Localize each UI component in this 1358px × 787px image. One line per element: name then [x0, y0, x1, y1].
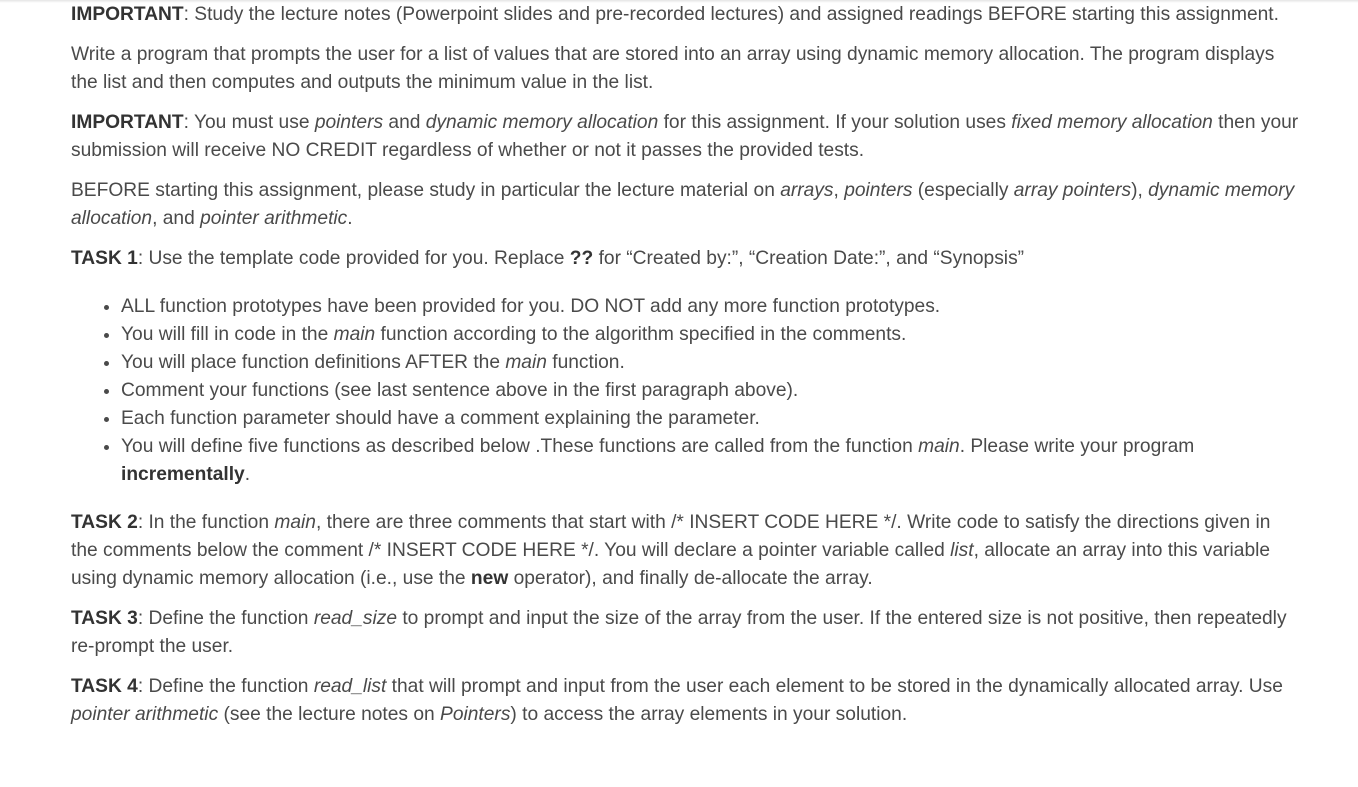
list-item: • You will define five functions as described below .These functions are called from the function main. Please write your program incrementally.: [121, 433, 1301, 489]
task-3-paragraph: TASK 3: Define the function read_size to prompt and input the size of the array from the user. If the entered size is not positive, then repeatedly re-prompt the user.: [71, 608, 1287, 657]
important-label: IMPORTANT: [71, 112, 184, 133]
important-label: IMPORTANT: [71, 4, 184, 25]
list-item: • You will fill in code in the main function according to the algorithm specified in the comments.: [121, 321, 1301, 349]
list-item: • Comment your functions (see last sentence above in the first paragraph above).: [121, 377, 1301, 405]
task-2-label: TASK 2: [71, 512, 138, 533]
program-description-paragraph: Write a program that prompts the user for a list of values that are stored into an array using dynamic memory allocation. The program displays the list and then computes and outputs the minimum value in the list.: [71, 44, 1275, 93]
task-1-label: TASK 1: [71, 248, 138, 269]
list-item: • You will place function definitions AFTER the main function.: [121, 349, 1301, 377]
study-material-paragraph: BEFORE starting this assignment, please study in particular the lecture material on arrays, pointers (especially array pointers), dynamic memory allocation, and pointer arithmetic.: [71, 180, 1295, 229]
important-pointers-paragraph: IMPORTANT: You must use pointers and dynamic memory allocation for this assignment. If your solution uses fixed memory allocation then your submission will receive NO CREDIT regardless of whether or not it passes the provided tests.: [71, 112, 1299, 161]
task-4-paragraph: TASK 4: Define the function read_list that will prompt and input from the user each element to be stored in the dynamically allocated array. Use pointer arithmetic (see the lecture notes on Pointers) to access the array elements in your solution.: [71, 676, 1283, 725]
list-item: • Each function parameter should have a comment explaining the parameter.: [121, 405, 1301, 433]
task-1-bullet-list: [71, 293, 1301, 489]
assignment-content: [71, 1, 1301, 741]
task-4-label: TASK 4: [71, 676, 138, 697]
task-2-paragraph: TASK 2: In the function main, there are three comments that start with /* INSERT CODE HERE */. Write code to satisfy the directions given in the comments below the comment /* INSERT CODE HERE */. You will declare a pointer variable called list, allocate an array into this variable using dynamic memory allocation (i.e., use the new operator), and finally de-allocate the array.: [71, 512, 1271, 589]
task-3-label: TASK 3: [71, 608, 138, 629]
list-item: • ALL function prototypes have been provided for you. DO NOT add any more function prototypes.: [121, 293, 1301, 321]
task-1-paragraph: TASK 1: Use the template code provided for you. Replace ?? for “Created by:”, “Creation Date:”, and “Synopsis”: [71, 248, 1025, 269]
important-study-paragraph: IMPORTANT: Study the lecture notes (Powerpoint slides and pre-recorded lectures) and assigned readings BEFORE starting this assignment.: [71, 4, 1279, 25]
